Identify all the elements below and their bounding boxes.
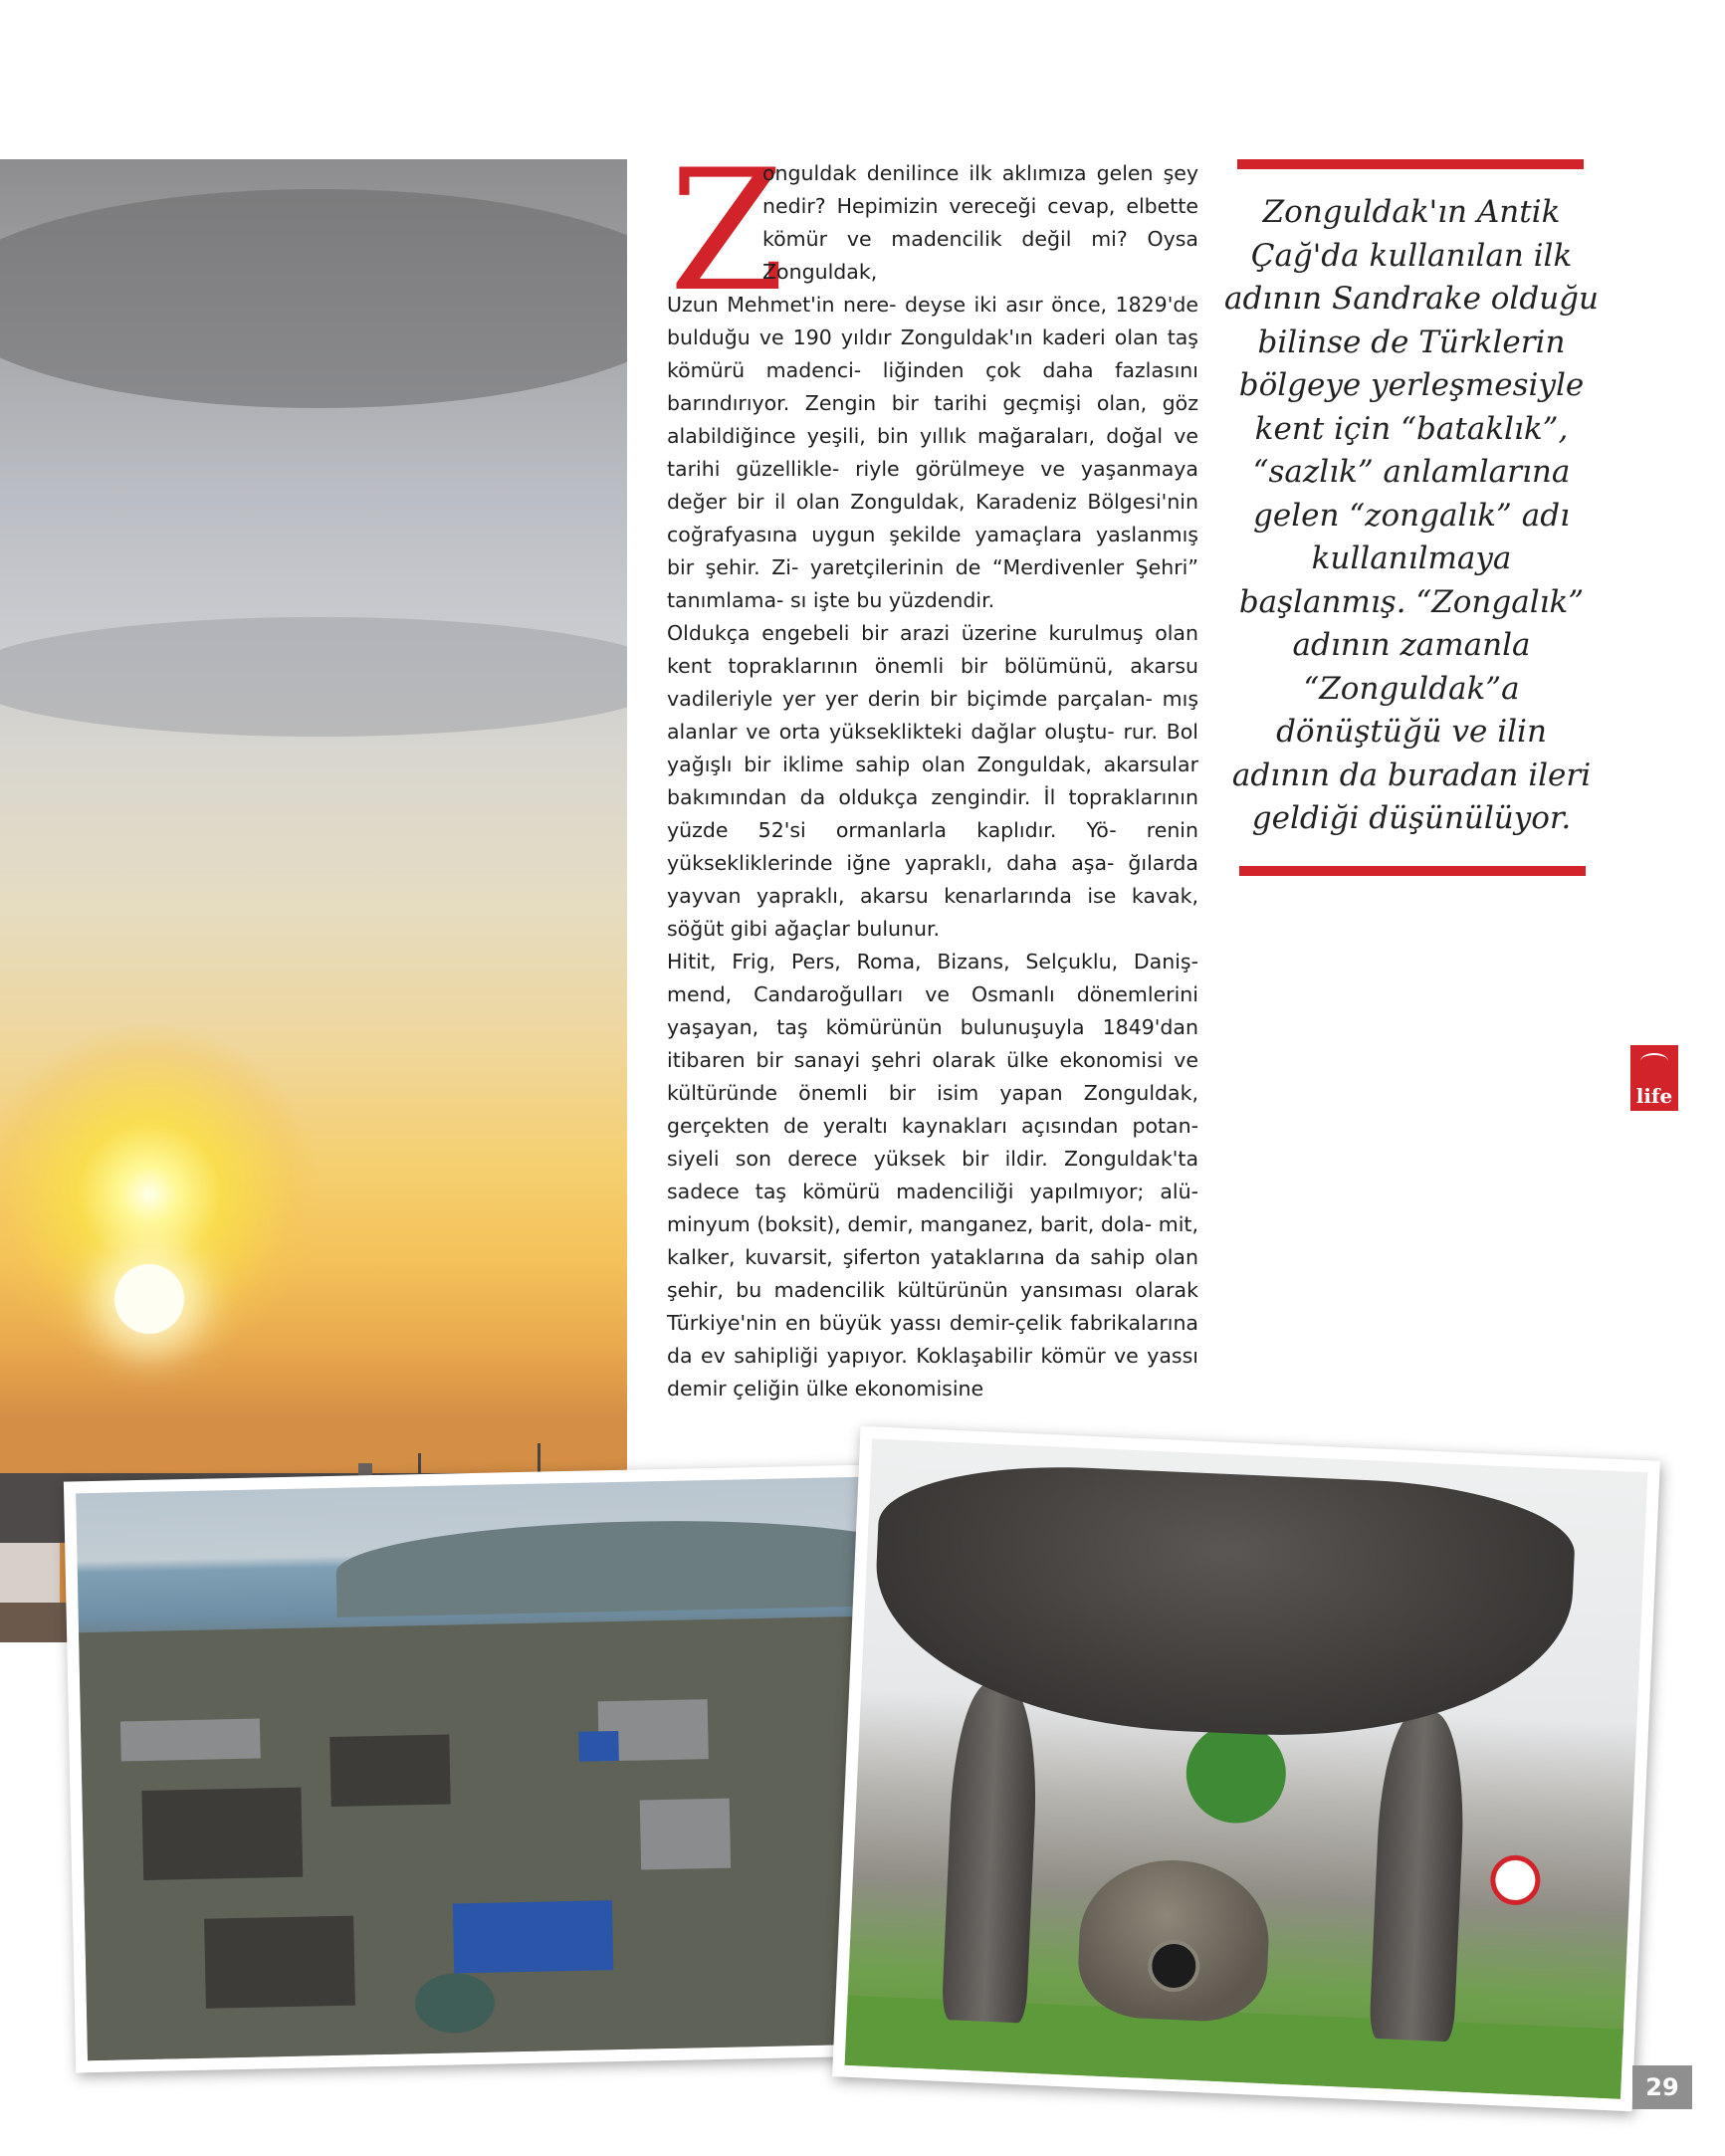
logo-swish-icon: [1640, 1053, 1668, 1069]
building: [640, 1799, 731, 1870]
building: [329, 1735, 450, 1807]
building: [141, 1788, 303, 1880]
pull-quote-rule-bottom: [1239, 866, 1586, 876]
cloud: [0, 617, 627, 737]
rail-yard: [204, 1916, 355, 2009]
monument-hand-left: [942, 1681, 1041, 2023]
article-intro: onguldak denilince ilk aklımıza gelen şey nedir? Hepimizin vereceği cevap, elbette kömür ve madencilik değil mi? Oysa Zonguldak,: [762, 161, 1198, 284]
miner-monument-photo: [832, 1426, 1660, 2111]
logo-text: life: [1635, 1084, 1673, 1108]
blue-roof-building: [578, 1731, 619, 1762]
drop-cap: Z: [669, 133, 785, 328]
monument-hand-right: [1369, 1710, 1467, 2042]
photo-image: [845, 1438, 1648, 2098]
cloud: [0, 189, 627, 408]
industrial-city-photo: [64, 1465, 886, 2073]
traffic-sign-icon: [1489, 1854, 1541, 1906]
article-body: [667, 289, 1198, 1405]
building: [120, 1719, 261, 1762]
sunset-harbor-photo: [0, 159, 627, 1642]
article-paragraph: Hitit, Frig, Pers, Roma, Bizans, Selçuklu, Daniş- mend, Candaroğulları ve Osmanlı dönemlerini yaşayan, taş kömürünün bulunuşuyla 1849'dan itibaren bir sanayi şehri olarak ülke ekonomisi ve kültüründe önemli bir isim yapan Zonguldak, gerçekten de yeraltı kaynakları açısından potan- siyeli son derece yüksek bir ildir. Zonguldak'ta sadece taş kömürü madenciliği yapılmıyor; alü- minyum (boksit), demir, manganez, barit, dola- mit, kalker, kuvarsit, şiferton yataklarına da sahip olan şehir, bu madencilik kültürünün yansıması olarak Türkiye'nin en büyük yassı demir-çelik fabrikalarına da ev sahipliği yapıyor. Koklaşabilir kömür ve yassı demir çeliğin ülke ekonomisine: [667, 950, 1198, 1401]
pull-quote: Zonguldak'ın Antik Çağ'da kullanılan ilk adının Sandrake olduğu bilinse de Türklerin bölgeye yerleşmesiyle kent için “bataklık”, “sazlık” anlamlarına gelen “zongalık” adı kullanılmaya başlanmış. “Zongalık” adının zamanla “Zonguldak”a dönüştüğü ve ilin adının da buradan ileri geldiği düşünülüyor.: [1224, 194, 1599, 836]
pull-quote-rule-top: [1237, 159, 1584, 169]
page-number: 29: [1632, 2065, 1692, 2109]
photo-image: [76, 1477, 874, 2060]
hills: [335, 1515, 874, 1617]
sun: [114, 1264, 184, 1334]
tree: [1185, 1721, 1288, 1825]
magazine-logo: [1630, 1045, 1678, 1111]
article-paragraph: Uzun Mehmet'in nere- deyse iki asır önce, 1829'de bulduğu ve 190 yıldır Zonguldak'ın kaderi olan taş kömürü madenci- liğinden çok daha fazlasını barındırıyor. Zengin bir tarihi geçmişi olan, göz alabildiğince yeşili, bin yıllık mağaraları, doğal ve tarihi güzellikle- riyle görülmeye ve yaşanmaya değer bir il olan Zonguldak, Karadeniz Bölgesi'nin coğrafyasına uygun şekilde yamaçlara yaslanmış bir şehir. Zi- yaretçilerinin de “Merdivenler Şehri” tanımlama- sı işte bu yüzdendir.: [667, 293, 1198, 612]
blue-roof-factory: [453, 1900, 613, 1973]
article-paragraph: Oldukça engebeli bir arazi üzerine kurulmuş olan kent topraklarının önemli bir bölümünü, akarsu vadileriyle yer yer derin bir biçimde parçalan- mış alanlar ve orta yükseklikteki dağlar oluştu- rur. Bol yağışlı bir iklime sahip olan Zonguldak, akarsular bakımından da oldukça zengindir. İl topraklarının yüzde 52'si ormanlarla kaplıdır. Yö- renin yüksekliklerinde iğne yapraklı, daha aşa- ğılarda yayvan yapraklı, akarsu kenarlarında ise kavak, söğüt gibi ağaçlar bulunur.: [667, 621, 1198, 941]
